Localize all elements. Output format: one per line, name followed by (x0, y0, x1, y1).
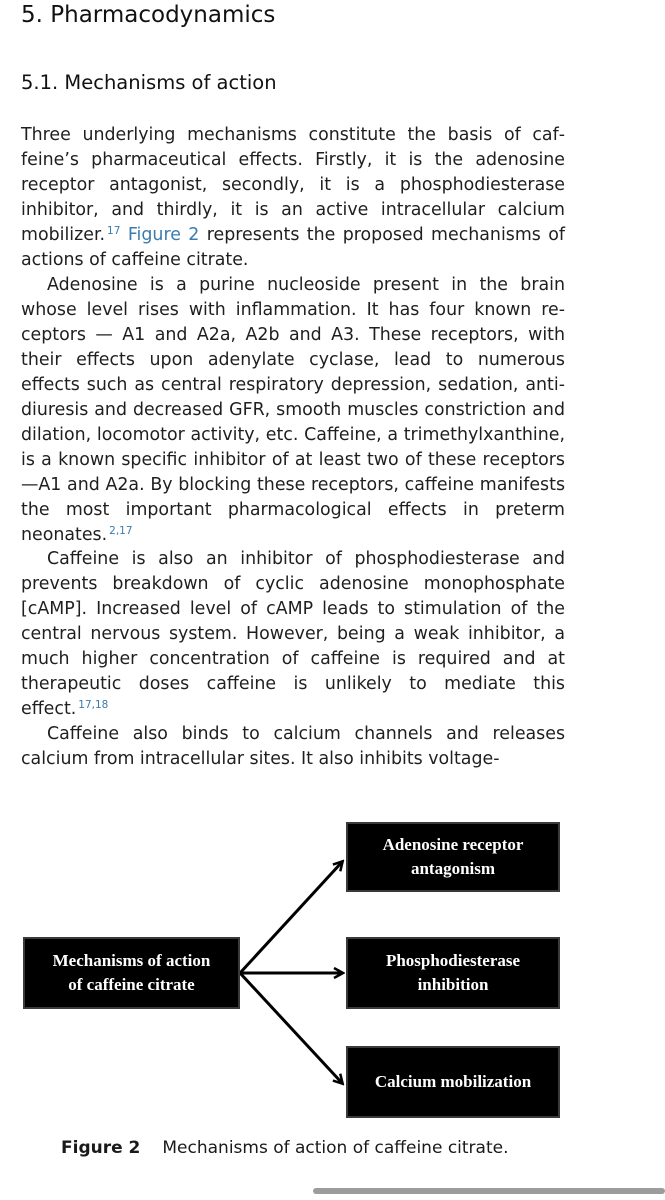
paragraph-4-text: Caffeine also binds to calcium channels and releases calcium from intracellular sites. It also inhibits voltage- (21, 724, 565, 769)
figure-caption-text: Mechanisms of action of caffeine citrate. (162, 1138, 509, 1158)
reference-2-17[interactable]: 2,17 (109, 525, 133, 537)
phosphodiesterase-line-2: inhibition (417, 975, 489, 994)
paragraph-1 (21, 123, 565, 273)
arrow-to-adenosine (240, 862, 342, 973)
reference-17-18[interactable]: 17,18 (78, 699, 109, 711)
adenosine-line-1: Adenosine receptor (382, 835, 524, 854)
calcium-mobilization-box (346, 1046, 560, 1118)
paragraph-1-text-a: Three underlying mechanisms constitute the basis of caffeine’s pharmaceutical effects. Firstly, it is the adenosine receptor antagonist, secondly, it is a phosphodiesterase inhibitor, and thirdly, it is an active intracellular calcium mobilizer. (21, 125, 565, 245)
phosphodiesterase-box (346, 937, 560, 1009)
phosphodiesterase-line-1: Phosphodiesterase (385, 951, 521, 970)
paragraph-3 (21, 547, 565, 722)
paragraph-3-text: Caffeine is also an inhibitor of phosphodiesterase and prevents breakdown of cyclic adenosine monophosphate [cAMP]. Increased level of cAMP leads to stimulation of the central nervous system. However, being a weak inhibitor, a much higher concentration of caffeine is required and at therapeutic doses caffeine is unlikely to mediate this effect. (21, 549, 565, 719)
figure-label: Figure 2 (61, 1138, 141, 1158)
reference-17[interactable]: 17 (107, 225, 121, 237)
calcium-line-1: Calcium mobilization (374, 1072, 532, 1091)
figure-2-link[interactable]: Figure 2 (127, 225, 200, 245)
source-line-1: Mechanisms of action (52, 951, 211, 970)
paragraph-2-text: Adenosine is a purine nucleoside present in the brain whose level rises with inflammation. It has four known receptors — A1 and A2a, A2b and A3. These receptors, with their effects upon adenylate cyclase, lead to numerous effects such as central respiratory depression, sedation, anti-diuresis and decreased GFR, smooth muscles constriction and dilation, locomotor activity, etc. Caffeine, a trimethylxanthine, is a known specific inhibitor of at least two of these receptors—A1 and A2a. By blocking these receptors, caffeine manifests the most important pharmacological effects in preterm neonates. (21, 275, 565, 545)
subsection-heading: 5.1. Mechanisms of action (21, 71, 277, 94)
paragraph-4 (21, 722, 565, 772)
horizontal-scrollbar[interactable] (313, 1188, 665, 1194)
mechanisms-source-box (23, 937, 240, 1009)
figure-caption (61, 1138, 509, 1158)
source-line-2: of caffeine citrate (68, 975, 195, 994)
section-heading: 5. Pharmacodynamics (21, 2, 276, 28)
adenosine-receptor-box (346, 822, 560, 892)
paragraph-1-text-b: represents the proposed mechanisms of actions of caffeine citrate. (21, 225, 566, 270)
adenosine-line-2: antagonism (410, 859, 496, 878)
arrow-to-calcium (240, 973, 342, 1083)
paragraph-2 (21, 273, 565, 548)
